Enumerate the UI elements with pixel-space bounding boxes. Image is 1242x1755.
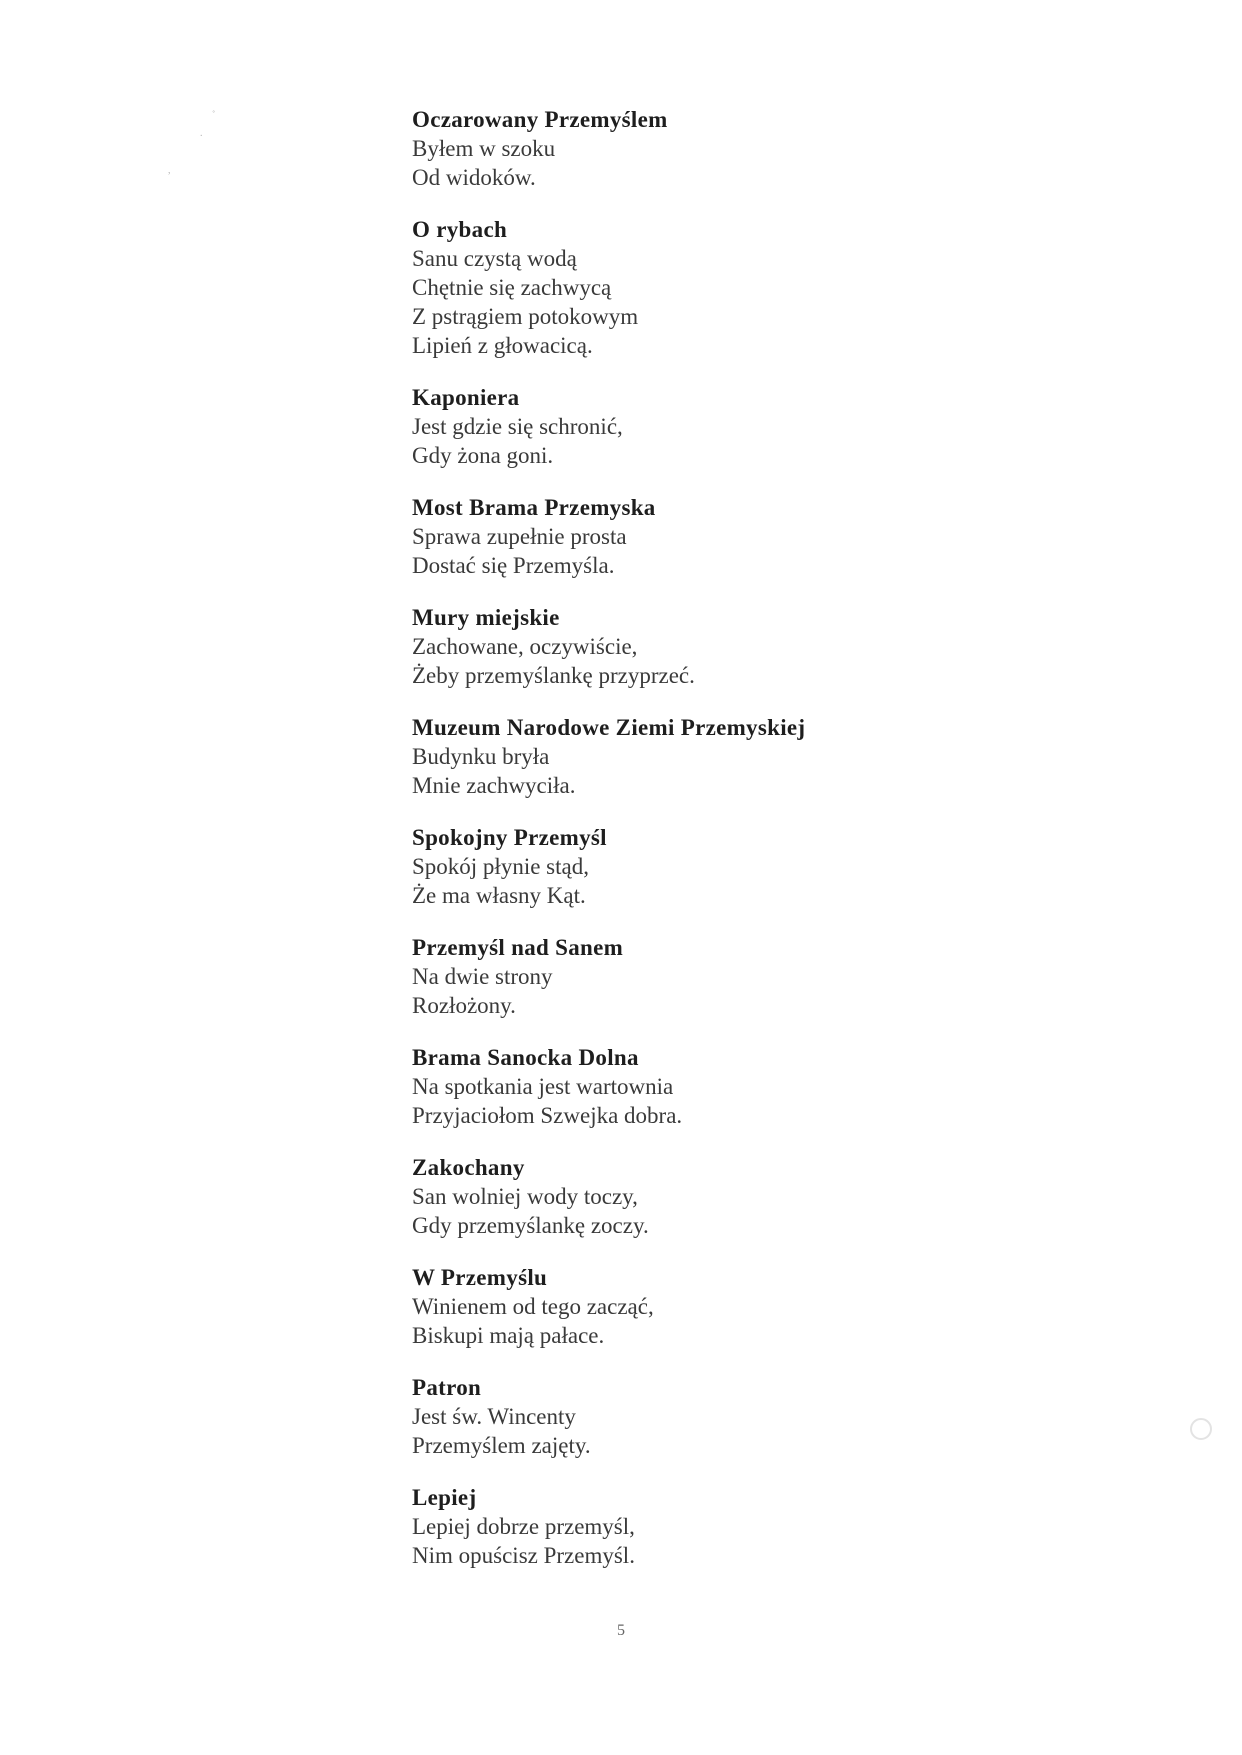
poem-title: Most Brama Przemyska	[412, 495, 656, 520]
poem-title: W Przemyślu	[412, 1265, 548, 1290]
poem-line: Sprawa zupełnie prosta	[412, 524, 627, 549]
poem-title: Muzeum Narodowe Ziemi Przemyskiej	[412, 715, 806, 740]
poem-line: Jest św. Wincenty	[412, 1404, 576, 1429]
poem-collection	[412, 105, 1172, 1593]
poem-title: Oczarowany Przemyślem	[412, 107, 668, 132]
poem-line: Biskupi mają pałace.	[412, 1323, 605, 1348]
poem-line: Rozłożony.	[412, 993, 516, 1018]
page-number: 5	[617, 1622, 625, 1639]
poem-line: Budynku bryła	[412, 744, 550, 769]
poem-line: Przemyślem zajęty.	[412, 1433, 591, 1458]
poem	[412, 1153, 1172, 1240]
scan-speck: ˚	[212, 110, 216, 121]
scan-speck: ,	[168, 165, 171, 176]
scan-smudge	[1190, 1418, 1212, 1440]
poem-line: Na dwie strony	[412, 964, 553, 989]
poem-line: Lipień z głowacicą.	[412, 333, 593, 358]
poem-title: Przemyśl nad Sanem	[412, 935, 624, 960]
poem-title: O rybach	[412, 217, 508, 242]
poem	[412, 713, 1172, 800]
poem-line: Spokój płynie stąd,	[412, 854, 589, 879]
poem-title: Brama Sanocka Dolna	[412, 1045, 639, 1070]
poem-line: Byłem w szoku	[412, 136, 556, 161]
poem	[412, 933, 1172, 1020]
poem-line: Jest gdzie się schronić,	[412, 414, 623, 439]
poem-line: Żeby przemyślankę przyprzeć.	[412, 663, 695, 688]
poem-line: Nim opuścisz Przemyśl.	[412, 1543, 635, 1568]
poem-line: Przyjaciołom Szwejka dobra.	[412, 1103, 683, 1128]
poem-line: Mnie zachwyciła.	[412, 773, 576, 798]
poem-line: Chętnie się zachwycą	[412, 275, 612, 300]
poem-title: Zakochany	[412, 1155, 525, 1180]
poem-line: Na spotkania jest wartownia	[412, 1074, 674, 1099]
poem	[412, 493, 1172, 580]
poem-line: Dostać się Przemyśla.	[412, 553, 615, 578]
scan-speck: .	[200, 128, 203, 139]
poem-line: Lepiej dobrze przemyśl,	[412, 1514, 635, 1539]
poem-line: Od widoków.	[412, 165, 536, 190]
poem-title: Spokojny Przemyśl	[412, 825, 607, 850]
poem	[412, 105, 1172, 192]
poem-title: Kaponiera	[412, 385, 520, 410]
poem	[412, 1373, 1172, 1460]
poem	[412, 383, 1172, 470]
poem-line: Gdy żona goni.	[412, 443, 554, 468]
poem	[412, 603, 1172, 690]
poem-line: Że ma własny Kąt.	[412, 883, 586, 908]
poem-title: Mury miejskie	[412, 605, 560, 630]
poem-title: Lepiej	[412, 1485, 477, 1510]
poem-line: Z pstrągiem potokowym	[412, 304, 639, 329]
poem	[412, 215, 1172, 360]
poem-line: Gdy przemyślankę zoczy.	[412, 1213, 649, 1238]
poem	[412, 1263, 1172, 1350]
poem	[412, 1483, 1172, 1570]
poem-line: Winienem od tego zacząć,	[412, 1294, 654, 1319]
poem-line: Zachowane, oczywiście,	[412, 634, 638, 659]
poem-title: Patron	[412, 1375, 482, 1400]
poem-line: Sanu czystą wodą	[412, 246, 577, 271]
poem	[412, 1043, 1172, 1130]
poem	[412, 823, 1172, 910]
poem-line: San wolniej wody toczy,	[412, 1184, 638, 1209]
